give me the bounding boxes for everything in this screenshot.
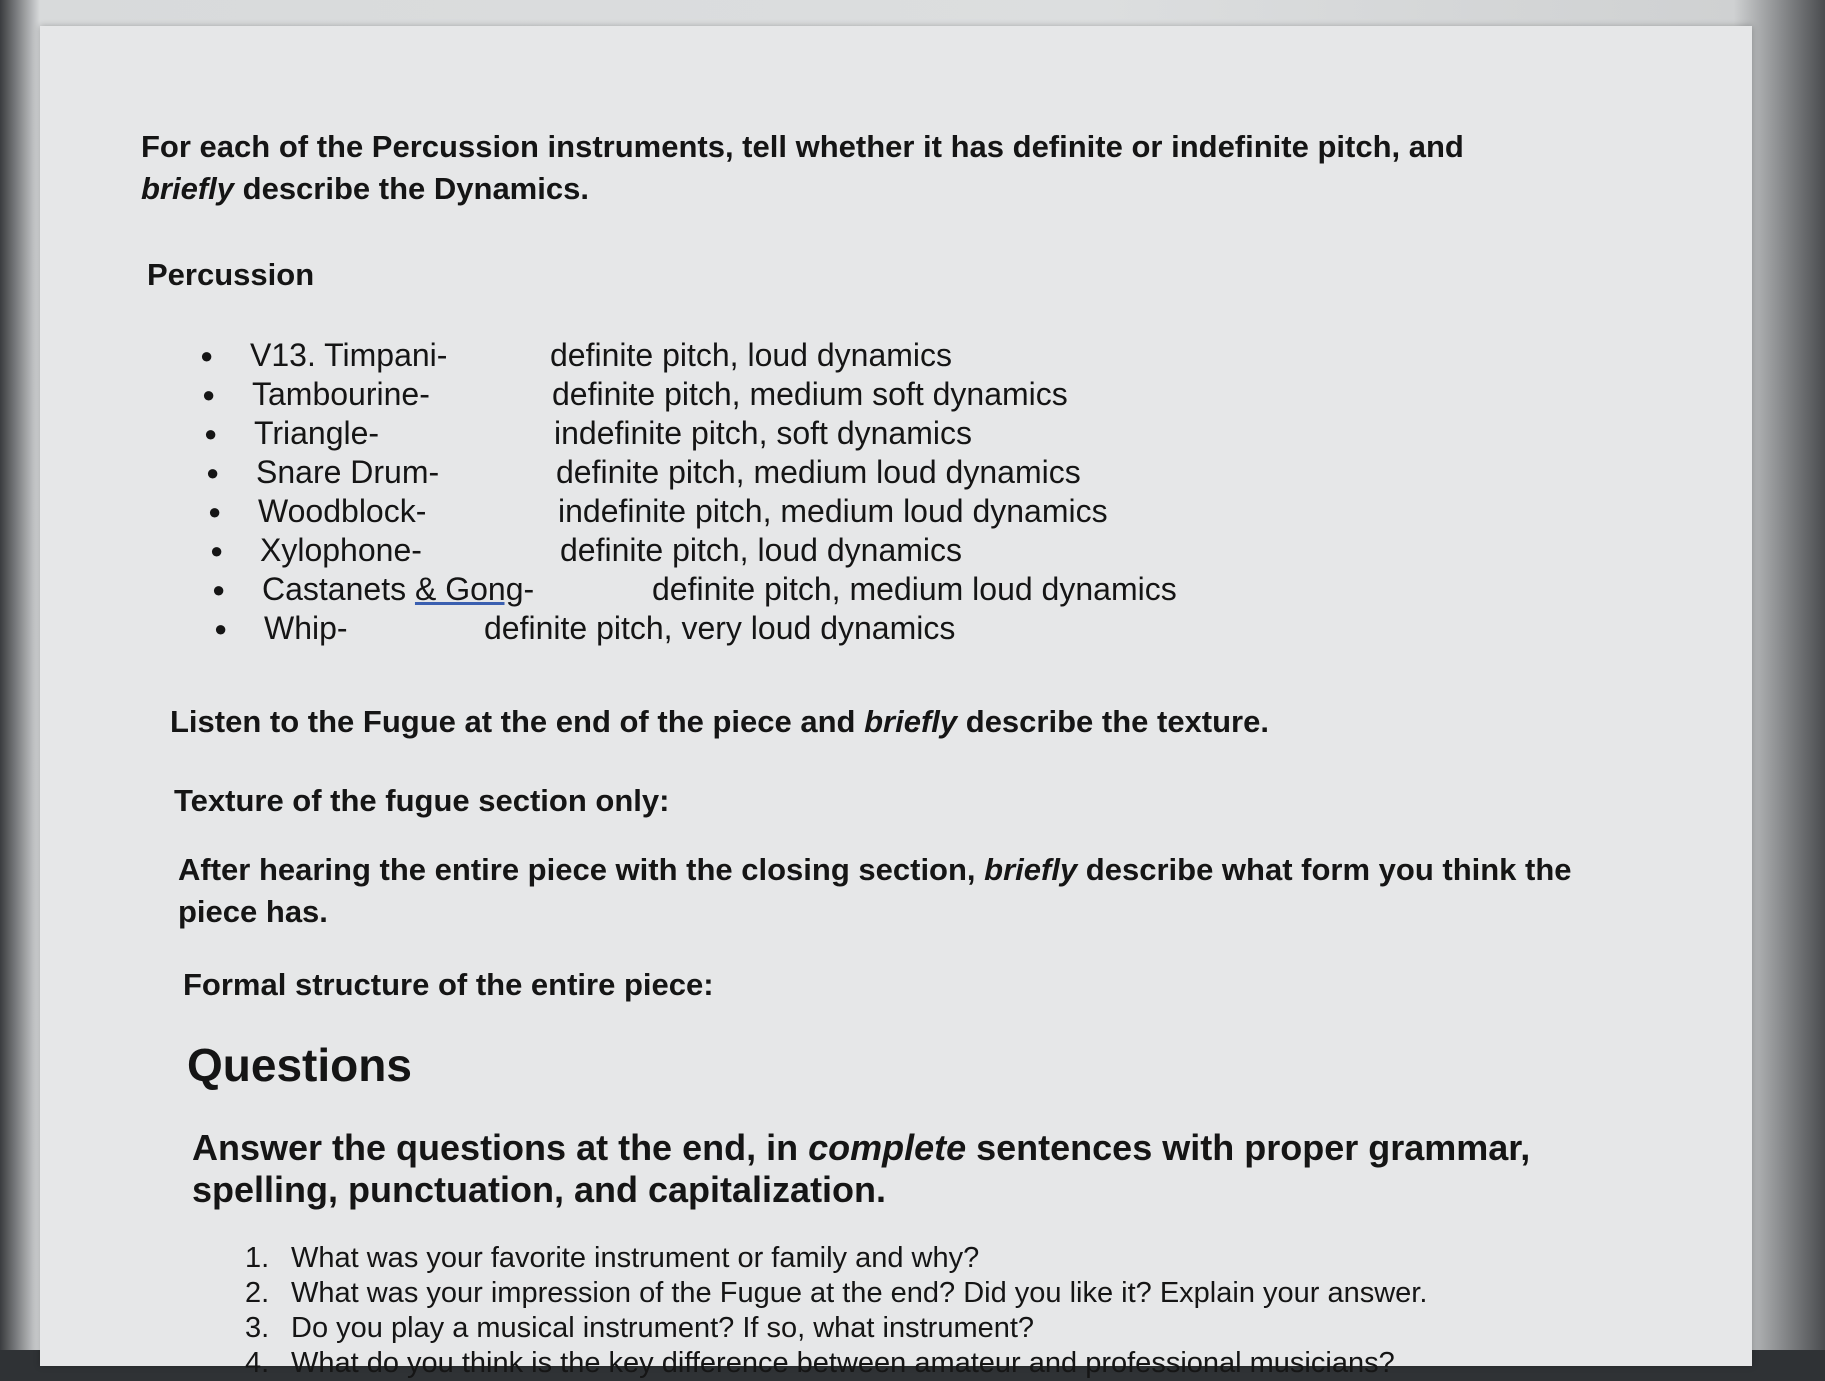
question-text: What was your impression of the Fugue at the end? Did you like it? Explain your answer. [291,1277,1428,1309]
instrument-name: V13. Timpani- [250,337,448,373]
question-text: What do you think is the key difference between amateur and professional musicians? [291,1347,1395,1379]
bullet-icon: ● [206,460,220,485]
instrument-name-dash: - [523,571,535,607]
bullet-icon: ● [214,616,228,641]
instrument-name-part: Castanets [262,571,415,607]
questions-intro-a: Answer the questions at the end, in [192,1127,809,1168]
intro-line-1: For each of the Percussion instruments, tell whether it has definite or indefinite pitch, and [141,129,1464,164]
instrument-name: Whip- [264,610,348,646]
list-item [212,570,1300,609]
formal-structure-label: Formal structure of the entire piece: [183,967,714,1002]
percussion-heading: Percussion [147,257,315,292]
instrument-name: Woodblock- [258,493,427,529]
instrument-description: indefinite pitch, medium loud dynamics [558,493,1108,529]
question-number: 2. [245,1277,270,1309]
instrument-name: Triangle- [254,415,380,451]
bullet-icon: ● [212,577,226,602]
questions-list [245,1241,1427,1381]
bullet-icon: ● [202,382,216,407]
form-prompt-line-1 [178,849,1698,891]
instrument-name [262,570,534,609]
form-prompt [178,849,1698,933]
question-number: 4. [245,1347,270,1379]
gong-link[interactable]: & Gong [414,571,524,607]
question-item [245,1346,1427,1381]
instrument-description: definite pitch, medium loud dynamics [556,454,1081,490]
texture-label: Texture of the fugue section only: [174,783,670,818]
question-item [245,1311,1427,1346]
list-item [208,492,1300,531]
instrument-name: Xylophone- [260,532,422,568]
fugue-prompt-emphasis: briefly [864,704,958,739]
list-item [210,531,1300,570]
questions-heading: Questions [187,1039,412,1091]
fugue-prompt-a: Listen to the Fugue at the end of the piece and [170,704,865,739]
form-prompt-b: describe what form you think the [1077,852,1572,887]
instrument-list [200,336,1300,648]
instrument-description: definite pitch, medium loud dynamics [652,571,1177,607]
instrument-description: definite pitch, loud dynamics [550,337,952,373]
questions-intro-line-1 [192,1127,1712,1169]
instrument-name: Tambourine- [252,376,430,412]
question-number: 1. [245,1242,270,1274]
document-page [40,26,1752,1379]
intro-emphasis: briefly [141,171,235,206]
questions-intro-b: sentences with proper grammar, [966,1127,1531,1168]
instrument-description: indefinite pitch, soft dynamics [554,415,972,451]
question-item [245,1241,1427,1276]
instrument-description: definite pitch, medium soft dynamics [552,376,1068,412]
fugue-prompt [170,701,1269,743]
list-item [200,336,1300,375]
list-item [206,453,1300,492]
form-prompt-emphasis: briefly [984,852,1078,887]
question-number: 3. [245,1312,270,1344]
question-text: Do you play a musical instrument? If so, what instrument? [291,1312,1035,1344]
instrument-description: definite pitch, very loud dynamics [484,610,956,646]
questions-intro-line-2: spelling, punctuation, and capitalization. [192,1169,887,1210]
questions-intro [192,1127,1712,1211]
intro-paragraph [141,126,1701,210]
fugue-prompt-b: describe the texture. [957,704,1269,739]
bullet-icon: ● [210,538,224,563]
form-prompt-line-2: piece has. [178,894,328,929]
instrument-name: Snare Drum- [256,454,440,490]
list-item [204,414,1300,453]
list-item [214,609,1300,648]
instrument-description: definite pitch, loud dynamics [560,532,962,568]
bullet-icon: ● [208,499,222,524]
bullet-icon: ● [200,343,214,368]
questions-intro-emphasis: complete [808,1127,967,1168]
form-prompt-a: After hearing the entire piece with the closing section, [178,852,985,887]
question-text: What was your favorite instrument or family and why? [291,1242,980,1274]
list-item [202,375,1300,414]
intro-line-2-rest: describe the Dynamics. [234,171,589,206]
bullet-icon: ● [204,421,218,446]
intro-line-2 [141,168,1701,210]
question-item [245,1276,1427,1311]
